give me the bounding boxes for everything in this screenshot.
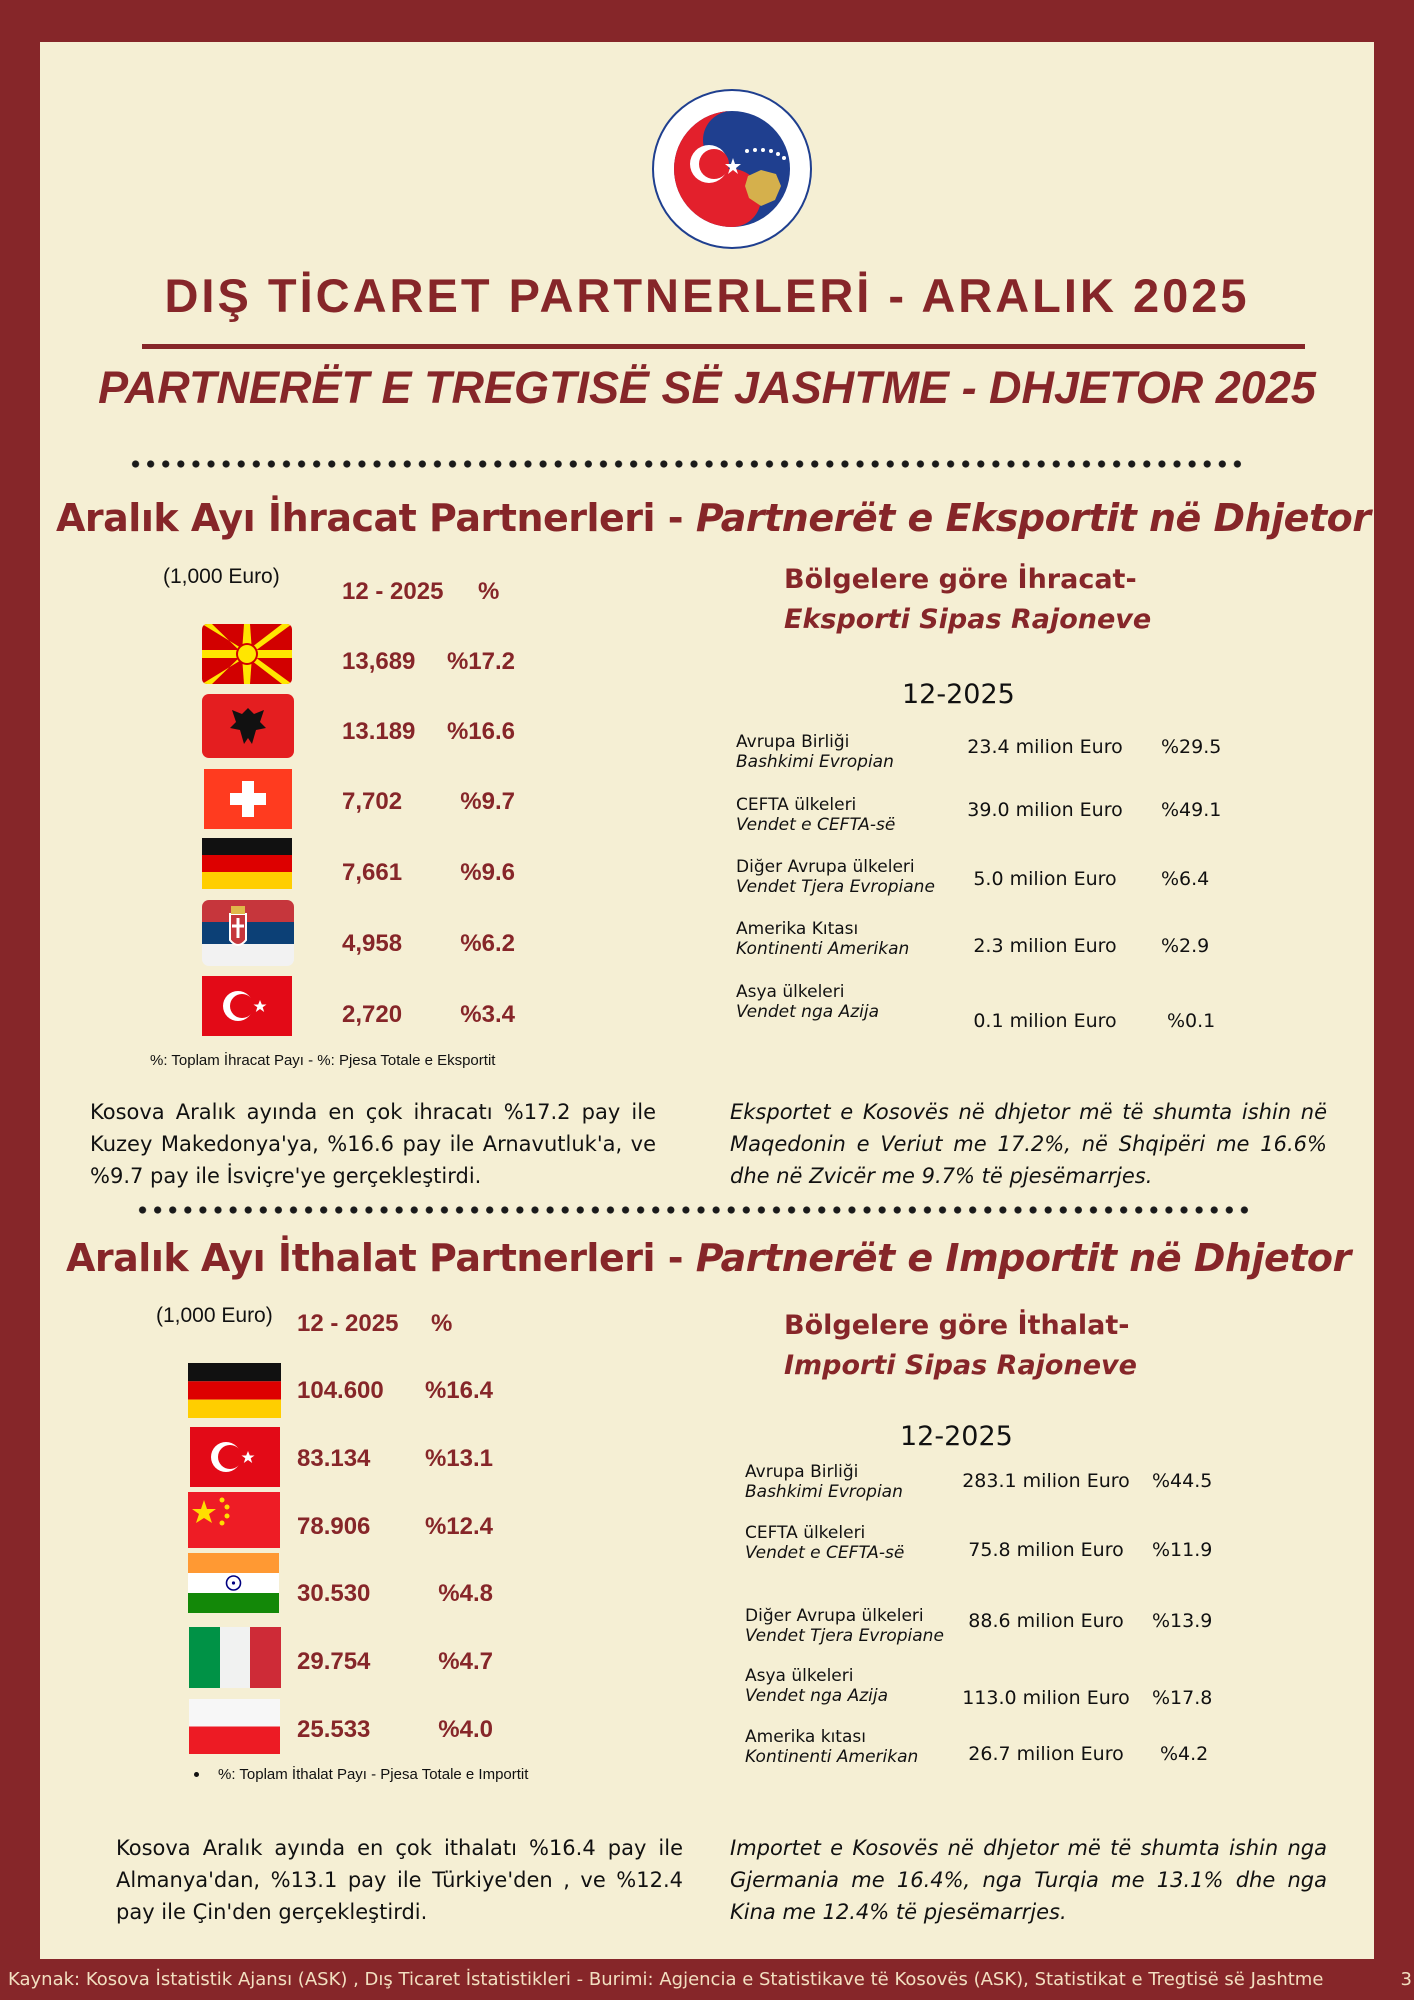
exports-row-pct: %16.6 xyxy=(446,718,515,745)
exports-region-name-sq: Kontinenti Amerikan xyxy=(736,939,910,959)
dotted-divider xyxy=(135,1204,1253,1216)
imports-row-pct: %4.7 xyxy=(438,1648,493,1675)
imports-summary-sq: Importet e Kosovës në dhjetor më të shumta ishin nga Gjermania me 16.4%, nga Turqia me 13.1% dhe nga Kina me 12.4% të pjesëmarrjes. xyxy=(730,1836,1327,1924)
imports-region-name-tr: Diğer Avrupa ülkeleri xyxy=(745,1606,924,1626)
imports-region-value: 113.0 milion Euro xyxy=(962,1687,1130,1709)
turkey-flag xyxy=(190,1427,280,1487)
exports-region-value: 23.4 milion Euro xyxy=(967,736,1123,758)
imports-regions-title-sq: Importi Sipas Rajoneve xyxy=(784,1350,1137,1381)
imports-row-value: 83.134 xyxy=(297,1445,371,1472)
imports-region-name-sq: Vendet Tjera Evropiane xyxy=(745,1626,944,1646)
exports-row-pct: %3.4 xyxy=(460,1001,515,1028)
imports-region-value: 283.1 milion Euro xyxy=(962,1470,1130,1492)
imports-row-value: 78.906 xyxy=(297,1513,371,1540)
exports-region-pct: %2.9 xyxy=(1161,935,1210,957)
exports-col-period: 12 - 2025 xyxy=(342,578,444,605)
imports-note-text: %: Toplam İthalat Payı - Pjesa Totale e Importit xyxy=(218,1766,529,1783)
imports-region-name-sq: Kontinenti Amerikan xyxy=(745,1747,919,1767)
exports-region-value: 2.3 milion Euro xyxy=(973,935,1117,957)
exports-regions-period: 12-2025 xyxy=(902,679,1015,710)
page-title-tr: DIŞ TİCARET PARTNERLERİ - ARALIK 2025 xyxy=(164,269,1250,322)
turkey-flag xyxy=(202,976,292,1036)
imports-region-value: 26.7 milion Euro xyxy=(968,1743,1124,1765)
india-flag xyxy=(188,1553,279,1613)
exports-region-value: 5.0 milion Euro xyxy=(973,868,1117,890)
chamber-logo xyxy=(651,88,813,250)
exports-row-value: 13.189 xyxy=(342,718,416,745)
germany-flag xyxy=(188,1363,281,1418)
exports-row-pct: %17.2 xyxy=(446,648,515,675)
switzerland-flag xyxy=(204,769,292,829)
exports-heading-tr: Aralık Ayı İhracat Partnerleri - xyxy=(56,496,696,540)
page-footer xyxy=(0,1960,1414,2000)
imports-row-pct: %4.0 xyxy=(438,1716,493,1743)
imports-region-name xyxy=(745,1666,888,1706)
albania-flag xyxy=(202,694,294,758)
exports-regions-title-sq: Eksporti Sipas Rajoneve xyxy=(784,604,1152,635)
imports-region-name-tr: Asya ülkeleri xyxy=(745,1666,854,1686)
imports-region-name-tr: CEFTA ülkeleri xyxy=(745,1523,866,1543)
imports-region-value: 88.6 milion Euro xyxy=(968,1610,1124,1632)
page-title-sq: PARTNERËT E TREGTISË SË JASHTME - DHJETOR 2025 xyxy=(98,362,1316,413)
exports-col-pct: % xyxy=(478,578,500,605)
imports-region-name-tr: Avrupa Birliği xyxy=(745,1462,859,1482)
exports-region-name xyxy=(736,857,935,897)
imports-region-pct: %13.9 xyxy=(1152,1610,1213,1632)
exports-summary-tr: Kosova Aralık ayında en çok ihracatı %17.2 pay ile Kuzey Makedonya'ya, %16.6 pay ile Arnavutluk'a, ve %9.7 pay ile İsviçre'ye gerçekleştirdi. xyxy=(90,1100,656,1188)
exports-row-value: 2,720 xyxy=(342,1001,403,1028)
imports-region-pct: %4.2 xyxy=(1160,1743,1209,1765)
imports-region-name xyxy=(745,1523,904,1563)
exports-region-name xyxy=(736,732,894,772)
exports-region-pct: %29.5 xyxy=(1161,736,1222,758)
imports-heading xyxy=(66,1236,1351,1280)
imports-heading-sq: Partnerët e Importit në Dhjetor xyxy=(695,1236,1351,1280)
exports-row-value: 7,702 xyxy=(342,788,403,815)
imports-regions-title-tr: Bölgelere göre İthalat- xyxy=(784,1310,1130,1341)
exports-heading xyxy=(56,496,1370,540)
italy-flag xyxy=(189,1627,281,1688)
exports-region-name-sq: Vendet e CEFTA-së xyxy=(736,815,896,835)
exports-region-name-sq: Vendet Tjera Evropiane xyxy=(736,877,935,897)
imports-col-period: 12 - 2025 xyxy=(297,1310,399,1337)
exports-region-name-tr: Amerika Kıtası xyxy=(736,919,859,939)
exports-region-name-sq: Vendet nga Azija xyxy=(736,1002,879,1022)
imports-row-pct: %16.4 xyxy=(424,1377,493,1404)
imports-col-pct: % xyxy=(431,1310,453,1337)
imports-regions-title xyxy=(784,1306,1137,1386)
imports-region-name-tr: Amerika kıtası xyxy=(745,1727,866,1747)
dotted-divider xyxy=(128,458,1246,470)
imports-row-pct: %12.4 xyxy=(424,1513,493,1540)
imports-row-value: 29.754 xyxy=(297,1648,371,1675)
exports-region-pct: %49.1 xyxy=(1161,799,1222,821)
imports-note xyxy=(200,1766,528,1783)
bullet-icon xyxy=(194,1772,199,1777)
imports-region-name-sq: Bashkimi Evropian xyxy=(745,1482,903,1502)
exports-region-pct: %6.4 xyxy=(1161,868,1210,890)
exports-row-pct: %9.6 xyxy=(460,859,515,886)
exports-heading-sq: Partnerët e Eksportit në Dhjetor xyxy=(695,496,1371,540)
footer-source: Kaynak: Kosova İstatistik Ajansı (ASK) , Dış Ticaret İstatistikleri - Burimi: Agjencia e Statistikave të Kosovës (ASK), Statistikat e Tregtisë së Jashtme xyxy=(8,1969,1324,1990)
imports-region-name xyxy=(745,1606,944,1646)
imports-region-pct: %17.8 xyxy=(1152,1687,1213,1709)
exports-region-name xyxy=(736,919,909,959)
imports-row-value: 25.533 xyxy=(297,1716,371,1743)
exports-region-name-tr: Avrupa Birliği xyxy=(736,732,850,752)
exports-region-value: 0.1 milion Euro xyxy=(973,1010,1117,1032)
serbia-flag xyxy=(202,900,294,966)
exports-region-name xyxy=(736,795,895,835)
exports-row-value: 13,689 xyxy=(342,648,416,675)
imports-row-value: 104.600 xyxy=(297,1377,384,1404)
imports-region-name-sq: Vendet e CEFTA-së xyxy=(745,1543,905,1563)
imports-unit: (1,000 Euro) xyxy=(156,1304,273,1327)
exports-region-name-tr: Diğer Avrupa ülkeleri xyxy=(736,857,915,877)
imports-region-name xyxy=(745,1462,903,1502)
exports-region-name-sq: Bashkimi Evropian xyxy=(736,752,894,772)
north-macedonia-flag xyxy=(202,624,292,684)
poland-flag xyxy=(189,1699,280,1754)
exports-region-value: 39.0 milion Euro xyxy=(967,799,1123,821)
exports-row-pct: %6.2 xyxy=(460,930,515,957)
exports-regions-title-tr: Bölgelere göre İhracat- xyxy=(784,564,1137,595)
exports-row-pct: %9.7 xyxy=(460,788,515,815)
exports-note: %: Toplam İhracat Payı - %: Pjesa Totale e Eksportit xyxy=(150,1052,496,1069)
imports-row-value: 30.530 xyxy=(297,1580,371,1607)
exports-region-name-tr: CEFTA ülkeleri xyxy=(736,795,857,815)
exports-region-name xyxy=(736,982,879,1022)
exports-unit: (1,000 Euro) xyxy=(163,565,280,588)
imports-regions-period: 12-2025 xyxy=(900,1421,1013,1452)
page-number: 3 xyxy=(1400,1969,1412,1990)
exports-row-value: 7,661 xyxy=(342,859,403,886)
exports-summary-sq: Eksportet e Kosovës në dhjetor më të shumta ishin në Maqedonin e Veriut me 17.2%, në Shqipëri me 16.6% dhe në Zvicër me 9.7% të pjesëmarrjes. xyxy=(730,1100,1327,1188)
imports-row-pct: %4.8 xyxy=(438,1580,493,1607)
exports-row-value: 4,958 xyxy=(342,930,403,957)
imports-heading-tr: Aralık Ayı İthalat Partnerleri - xyxy=(66,1236,696,1280)
exports-region-pct: %0.1 xyxy=(1167,1010,1216,1032)
exports-regions-title xyxy=(784,560,1151,640)
imports-summary-tr: Kosova Aralık ayında en çok ithalatı %16.4 pay ile Almanya'dan, %13.1 pay ile Türkiye'den , ve %12.4 pay ile Çin'den gerçekleştirdi. xyxy=(116,1836,683,1924)
china-flag xyxy=(188,1492,280,1548)
title-divider xyxy=(142,344,1305,349)
imports-region-value: 75.8 milion Euro xyxy=(968,1539,1124,1561)
imports-region-pct: %11.9 xyxy=(1152,1539,1213,1561)
imports-region-name xyxy=(745,1727,918,1767)
imports-region-name-sq: Vendet nga Azija xyxy=(745,1686,888,1706)
imports-region-pct: %44.5 xyxy=(1152,1470,1213,1492)
imports-row-pct: %13.1 xyxy=(424,1445,493,1472)
exports-region-name-tr: Asya ülkeleri xyxy=(736,982,845,1002)
germany-flag xyxy=(202,838,292,889)
